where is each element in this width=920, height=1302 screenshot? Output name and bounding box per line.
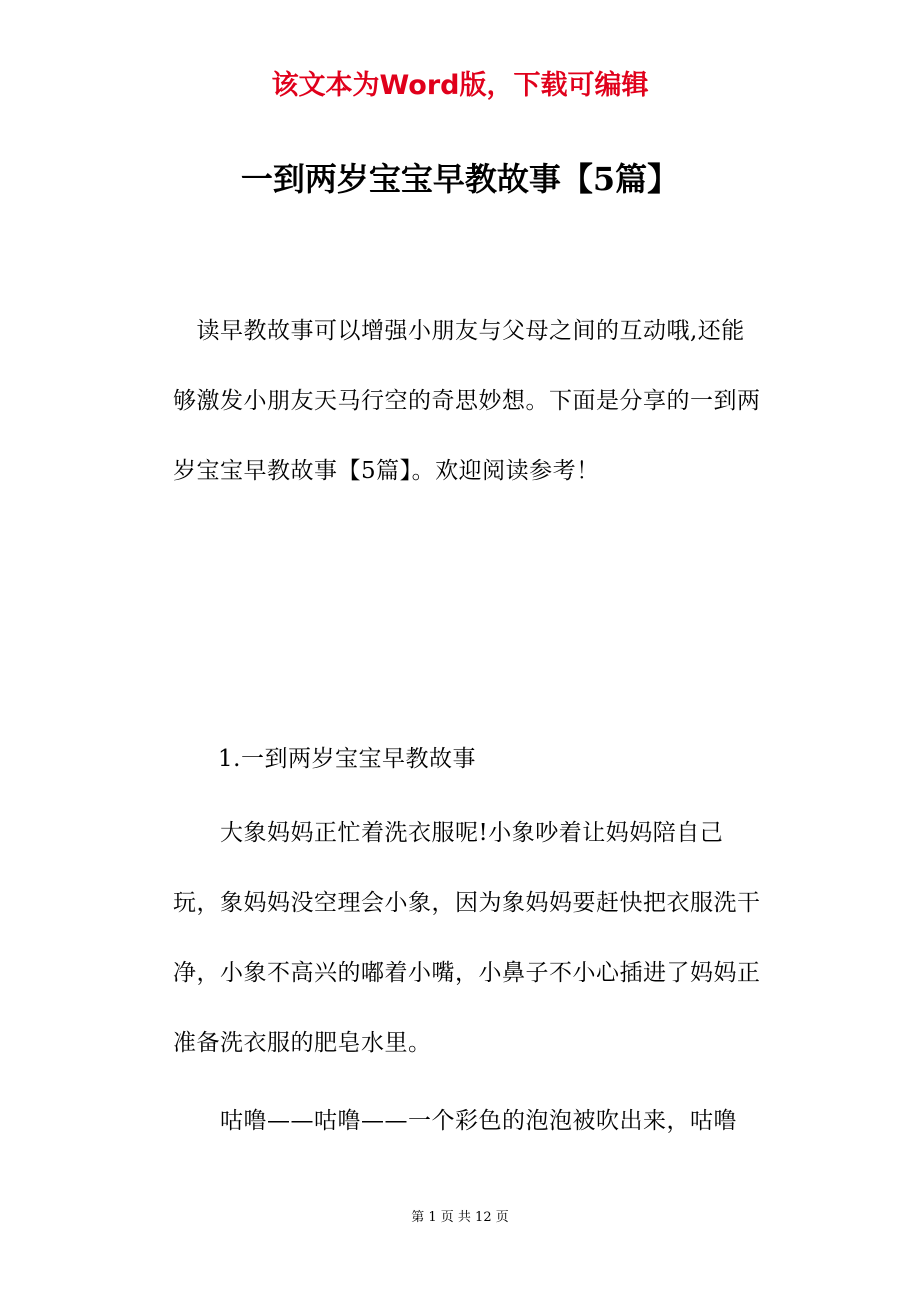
intro-line: 够激发小朋友天马行空的奇思妙想。下面是分享的一到两	[173, 388, 761, 414]
intro-paragraph	[173, 316, 783, 526]
story-paragraph	[173, 1106, 783, 1176]
word-version-banner: 该文本为Word版，下载可编辑	[271, 70, 649, 101]
story-line: 准备洗衣服的肥皂水里。	[173, 1030, 432, 1056]
story-paragraph	[173, 818, 783, 1098]
story-line: 大象妈妈正忙着洗衣服呢!小象吵着让妈妈陪自己	[173, 820, 724, 846]
document-title: 一到两岁宝宝早教故事【5篇】	[240, 160, 680, 198]
section-heading: 1.一到两岁宝宝早教故事	[218, 746, 476, 772]
story-line: 咕噜——咕噜——一个彩色的泡泡被吹出来，咕噜	[173, 1108, 737, 1134]
intro-line: 岁宝宝早教故事【5篇】。欢迎阅读参考！	[173, 458, 600, 484]
story-line: 净，小象不高兴的嘟着小嘴，小鼻子不小心插进了妈妈正	[173, 960, 761, 986]
page-number-footer: 第 1 页 共 12 页	[411, 1210, 509, 1225]
intro-line: 读早教故事可以增强小朋友与父母之间的互动哦,还能	[173, 318, 745, 344]
story-line: 玩，象妈妈没空理会小象，因为象妈妈要赶快把衣服洗干	[173, 890, 761, 916]
